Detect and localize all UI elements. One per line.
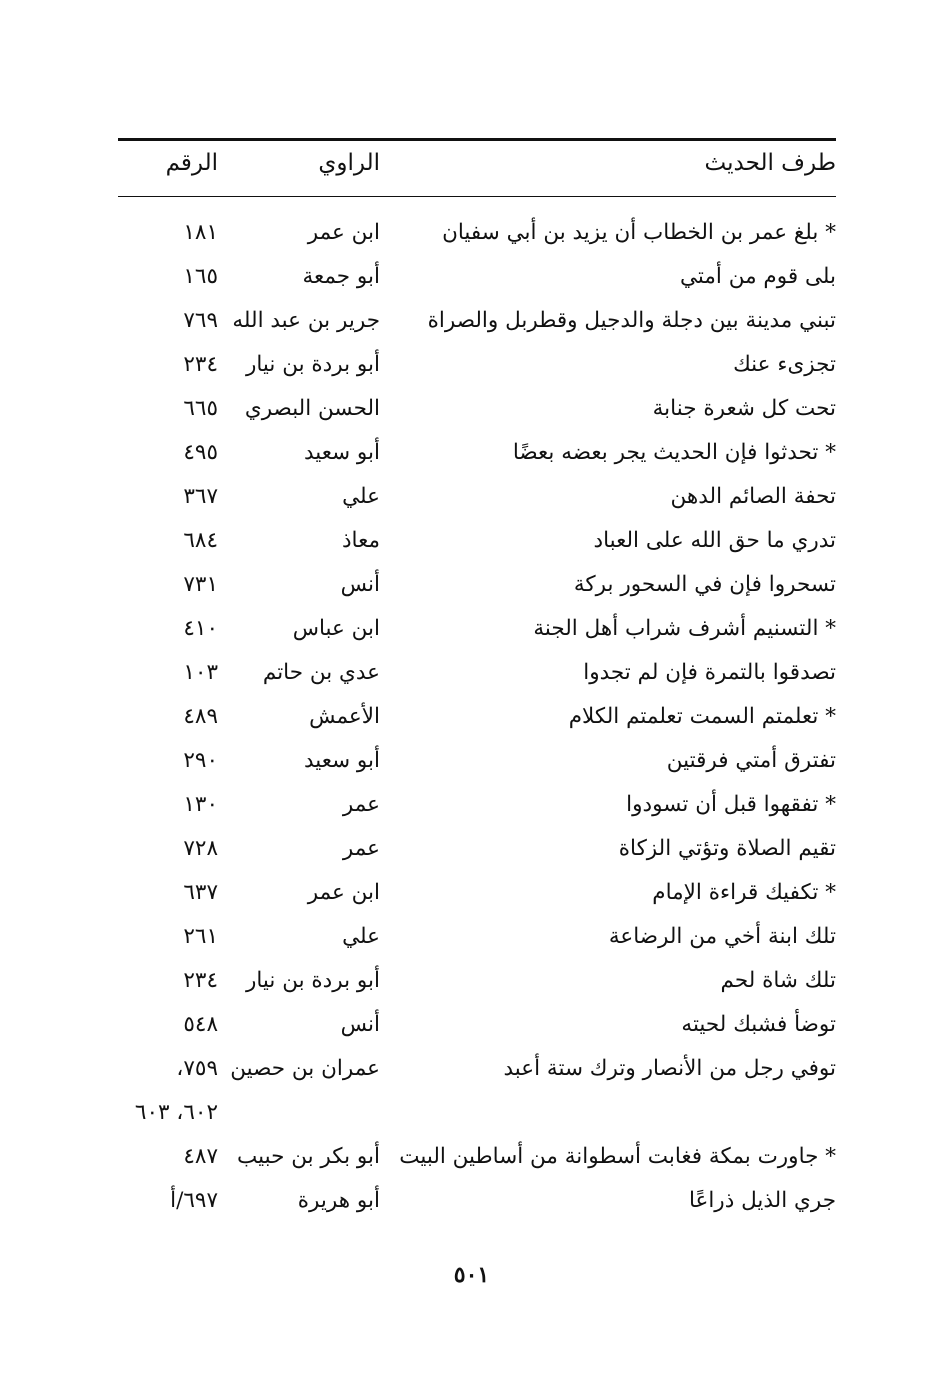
table-row — [110, 1050, 836, 1094]
table-row — [110, 434, 836, 478]
hadith-cell: توضأ فشبك لحيته — [681, 1012, 836, 1037]
hadith-cell: تلك ابنة أخي من الرضاعة — [608, 924, 836, 949]
hadith-cell: تدري ما حق الله على العباد — [593, 528, 836, 553]
hadith-index-table — [110, 214, 836, 1226]
rawi-cell: أنس — [340, 1012, 380, 1037]
hadith-cell: بلى قوم من أمتي — [679, 264, 836, 289]
rawi-cell: عمران بن حصين — [230, 1056, 380, 1081]
table-row — [110, 654, 836, 698]
hadith-cell: * تكفيك قراءة الإمام — [652, 880, 836, 905]
table-row — [110, 1094, 836, 1138]
number-cell: ٧٦٩ — [183, 308, 218, 333]
hadith-cell: * بلغ عمر بن الخطاب أن يزيد بن أبي سفيان — [442, 220, 836, 245]
hadith-cell: تحت كل شعرة جنابة — [652, 396, 836, 421]
rawi-cell: ابن عمر — [307, 220, 380, 245]
number-cell: ٧٢٨ — [183, 836, 218, 861]
header-hadith: طرف الحديث — [704, 150, 836, 176]
table-row — [110, 346, 836, 390]
hadith-cell: تحفة الصائم الدهن — [670, 484, 836, 509]
table-row — [110, 214, 836, 258]
number-cell: ٢٣٤ — [183, 968, 218, 993]
rawi-cell: علي — [342, 924, 380, 949]
number-cell: ٦٠٢، ٦٠٣ — [134, 1100, 218, 1125]
number-cell: ١٨١ — [183, 220, 218, 245]
hadith-cell: تجزىء عنك — [733, 352, 836, 377]
hadith-cell: * تفقهوا قبل أن تسودوا — [626, 792, 836, 817]
table-row — [110, 1182, 836, 1226]
number-cell: ٦٣٧ — [183, 880, 218, 905]
rawi-cell: عمر — [342, 792, 380, 817]
hadith-cell: تبني مدينة بين دجلة والدجيل وقطربل والصراة — [427, 308, 836, 333]
rawi-cell: أبو بردة بن نيار — [245, 968, 380, 993]
table-row — [110, 786, 836, 830]
number-cell: ٧٥٩، — [176, 1056, 218, 1081]
number-cell: ٦٨٤ — [183, 528, 218, 553]
rawi-cell: معاذ — [341, 528, 380, 553]
hadith-cell: تقيم الصلاة وتؤتي الزكاة — [618, 836, 836, 861]
rawi-cell: أبو سعيد — [303, 748, 380, 773]
rawi-cell: علي — [342, 484, 380, 509]
number-cell: ٢٦١ — [183, 924, 218, 949]
number-cell: ٤١٠ — [183, 616, 218, 641]
table-row — [110, 962, 836, 1006]
hadith-cell: * تحدثوا فإن الحديث يجر بعضه بعضًا — [512, 440, 836, 465]
rawi-cell: أبو بكر بن حبيب — [236, 1144, 380, 1169]
number-cell: ٦٦٥ — [183, 396, 218, 421]
table-row — [110, 522, 836, 566]
header-number: الرقم — [165, 150, 218, 176]
number-cell: ٣٦٧ — [183, 484, 218, 509]
table-row — [110, 566, 836, 610]
table-row — [110, 742, 836, 786]
hadith-cell: * تعلمتم السمت تعلمتم الكلام — [568, 704, 836, 729]
rawi-cell: أبو بردة بن نيار — [245, 352, 380, 377]
hadith-cell: توفي رجل من الأنصار وترك ستة أعبد — [503, 1056, 836, 1081]
number-cell: ٤٨٧ — [183, 1144, 218, 1169]
header-rawi: الراوي — [318, 150, 380, 176]
header-rule — [118, 196, 836, 197]
page-number: ٥٠١ — [453, 1262, 490, 1288]
rawi-cell: جرير بن عبد الله — [232, 308, 380, 333]
rawi-cell: الأعمش — [309, 704, 380, 729]
number-cell: ٤٨٩ — [183, 704, 218, 729]
table-row — [110, 610, 836, 654]
table-row — [110, 698, 836, 742]
rawi-cell: أبو جمعة — [302, 264, 380, 289]
number-cell: ٢٣٤ — [183, 352, 218, 377]
rawi-cell: أنس — [340, 572, 380, 597]
number-cell: ١٠٣ — [183, 660, 218, 685]
rawi-cell: عمر — [342, 836, 380, 861]
hadith-cell: * التسنيم أشرف شراب أهل الجنة — [533, 616, 836, 641]
table-row — [110, 302, 836, 346]
hadith-cell: تسحروا فإن في السحور بركة — [573, 572, 836, 597]
table-header — [110, 150, 836, 190]
number-cell: ١٦٥ — [183, 264, 218, 289]
table-row — [110, 1138, 836, 1182]
table-row — [110, 478, 836, 522]
hadith-cell: * جاورت بمكة فغابت أسطوانة من أساطين البيت — [399, 1144, 836, 1169]
top-rule — [118, 138, 836, 141]
table-row — [110, 390, 836, 434]
number-cell: ٥٤٨ — [183, 1012, 218, 1037]
table-row — [110, 874, 836, 918]
rawi-cell: أبو هريرة — [297, 1188, 380, 1213]
rawi-cell: أبو سعيد — [303, 440, 380, 465]
hadith-cell: تلك شاة لحم — [720, 968, 836, 993]
table-row — [110, 1006, 836, 1050]
table-row — [110, 830, 836, 874]
hadith-cell: جري الذيل ذراعًا — [688, 1188, 836, 1213]
hadith-cell: تفترق أمتي فرقتين — [666, 748, 836, 773]
table-row — [110, 258, 836, 302]
rawi-cell: ابن عمر — [307, 880, 380, 905]
table-row — [110, 918, 836, 962]
number-cell: ٦٩٧/أ — [170, 1188, 218, 1213]
rawi-cell: ابن عباس — [292, 616, 380, 641]
hadith-cell: تصدقوا بالتمرة فإن لم تجدوا — [583, 660, 836, 685]
rawi-cell: عدي بن حاتم — [262, 660, 380, 685]
rawi-cell: الحسن البصري — [244, 396, 380, 421]
number-cell: ٢٩٠ — [183, 748, 218, 773]
number-cell: ٧٣١ — [183, 572, 218, 597]
number-cell: ١٣٠ — [183, 792, 218, 817]
number-cell: ٤٩٥ — [183, 440, 218, 465]
